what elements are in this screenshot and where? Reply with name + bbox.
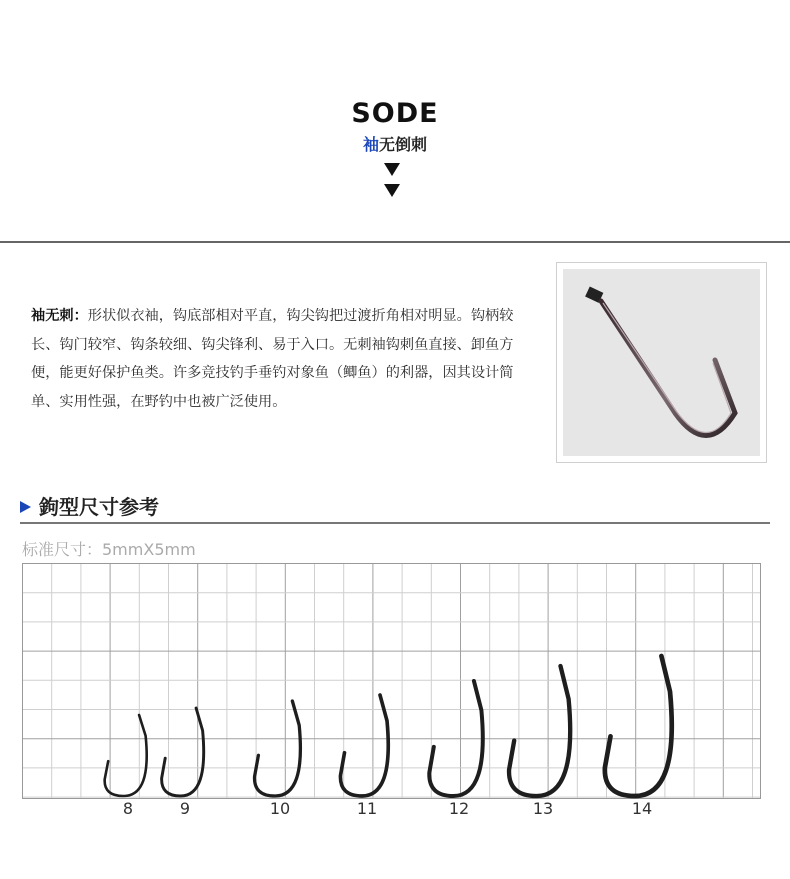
size-label-12: 12 — [448, 799, 470, 818]
subtitle-accent: 袖 — [362, 135, 379, 154]
size-label-14: 14 — [631, 799, 653, 818]
hook-photo-icon — [557, 263, 766, 462]
section-divider — [20, 522, 770, 524]
hooks — [105, 656, 672, 796]
grid-lines — [23, 564, 761, 799]
size-grid — [22, 563, 762, 799]
brand-title: SODE — [351, 98, 439, 129]
hook-size-14 — [605, 656, 672, 796]
size-label-8: 8 — [122, 799, 134, 818]
section-title: 鉤型尺寸参考 — [39, 495, 159, 519]
grid-caption: 标准尺寸：5mmX5mm — [22, 540, 196, 559]
header — [0, 0, 790, 242]
hook-size-13 — [509, 666, 570, 796]
description-label: 袖无刺： — [31, 308, 88, 324]
triangle-down-icon — [384, 163, 400, 176]
hook-photo — [556, 262, 767, 463]
size-label-13: 13 — [532, 799, 554, 818]
brand-subtitle — [0, 132, 790, 155]
size-label-9: 9 — [179, 799, 191, 818]
description — [31, 302, 541, 416]
subtitle-rest: 无倒刺 — [379, 135, 428, 154]
size-label-10: 10 — [269, 799, 291, 818]
hook-size-10 — [255, 701, 301, 796]
header-divider — [0, 241, 790, 243]
size-label-11: 11 — [356, 799, 378, 818]
triangle-down-icon — [384, 184, 400, 197]
hook-size-11 — [340, 695, 388, 796]
description-text: 形状似衣袖，钩底部相对平直，钩尖钩把过渡折角相对明显。钩柄较长、钩门较窄、钩条较细、钩尖锋利、易于入口。无刺袖钩刺鱼直接、卸鱼方便，能更好保护鱼类。许多竞技钓手垂钓对象鱼（鲫鱼）的利器，因其设计简单、实用性强，在野钓中也被广泛使用。 — [31, 308, 514, 410]
triangle-right-icon — [20, 501, 31, 513]
hook-size-8 — [105, 715, 147, 796]
